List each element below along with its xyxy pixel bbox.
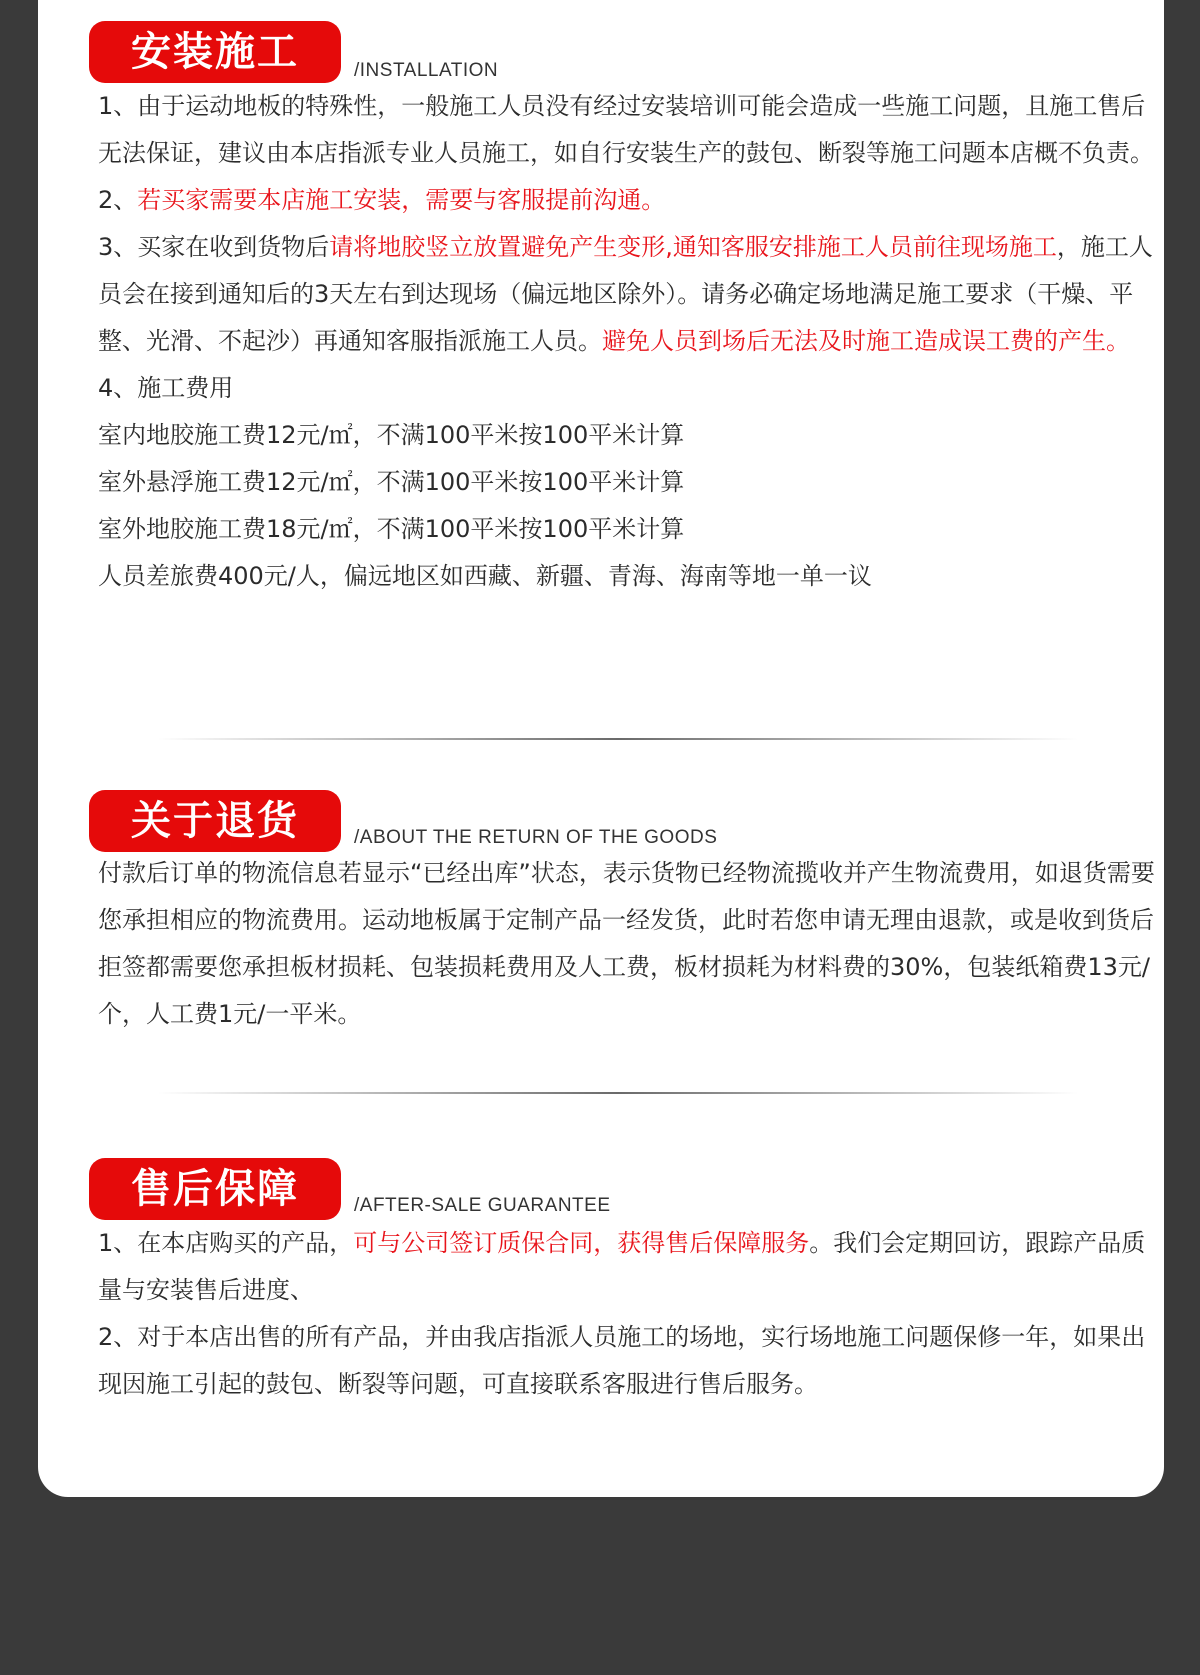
fee-item: 室外悬浮施工费12元/㎡，不满100平米按100平米计算 — [98, 468, 685, 496]
paragraph-2 — [98, 177, 1163, 224]
paragraph-2: 2、对于本店出售的所有产品，并由我店指派人员施工的场地，实行场地施工问题保修一年，如果出现因施工引起的鼓包、断裂等问题，可直接联系客服进行售后服务。 — [98, 1323, 1146, 1398]
section-subtitle: /AFTER-SALE GUARANTEE — [354, 1195, 611, 1216]
paragraph-1-text-b: 。我们会定期回访，跟踪产品质量与安装售后进度、 — [98, 1229, 1146, 1304]
section-divider — [158, 738, 1078, 740]
paragraph-2-highlight: 若买家需要本店施工安装，需要与客服提前沟通。 — [137, 186, 666, 214]
paragraph-3 — [98, 224, 1163, 365]
section-body — [98, 83, 1163, 600]
section-title-badge: 售后保障 — [89, 1158, 341, 1220]
section-subtitle: /INSTALLATION — [354, 60, 499, 81]
paragraph-1-highlight: 可与公司签订质保合同，获得售后保障服务 — [353, 1229, 810, 1257]
fee-item: 室内地胶施工费12元/㎡，不满100平米按100平米计算 — [98, 421, 685, 449]
paragraph-3-highlight-2: 避免人员到场后无法及时施工造成误工费的产生。 — [602, 327, 1130, 355]
section-title-badge: 安装施工 — [89, 21, 341, 83]
section-body — [98, 850, 1163, 1038]
paragraph-2-prefix: 2、 — [98, 186, 138, 214]
content-card — [38, 0, 1164, 1497]
paragraph-1: 1、由于运动地板的特殊性，一般施工人员没有经过安装培训可能会造成一些施工问题，且施工售后无法保证，建议由本店指派专业人员施工，如自行安装生产的鼓包、断裂等施工问题本店概不负责。 — [98, 92, 1154, 167]
paragraph-3-text-b: ，施工人员会在接到通知后的3天左右到达现场（偏远地区除外）。请务必确定场地满足施工要求（干燥、平整、光滑、不起沙）再通知客服指派施工人员。 — [98, 233, 1153, 355]
section-body — [98, 1220, 1163, 1408]
paragraph-1 — [98, 1220, 1163, 1314]
section-title-badge: 关于退货 — [89, 790, 341, 852]
paragraph-4: 4、施工费用 — [98, 374, 234, 402]
section-divider — [158, 1092, 1078, 1094]
paragraph-3-text-a: 3、买家在收到货物后 — [98, 233, 330, 261]
paragraph-1-text-a: 1、在本店购买的产品， — [98, 1229, 354, 1257]
paragraph-1: 付款后订单的物流信息若显示“已经出库”状态，表示货物已经物流揽收并产生物流费用，如退货需要您承担相应的物流费用。运动地板属于定制产品一经发货，此时若您申请无理由退款，或是收到货后拒签都需要您承担板材损耗、包装损耗费用及人工费，板材损耗为材料费的30%，包装纸箱费13元/个，人工费1元/一平米。 — [98, 859, 1155, 1028]
section-subtitle: /ABOUT THE RETURN OF THE GOODS — [354, 827, 718, 848]
paragraph-3-highlight-1: 请将地胶竖立放置避免产生变形,通知客服安排施工人员前往现场施工 — [329, 233, 1057, 261]
fee-item: 室外地胶施工费18元/㎡，不满100平米按100平米计算 — [98, 515, 685, 543]
fee-item: 人员差旅费400元/人，偏远地区如西藏、新疆、青海、海南等地一单一议 — [98, 562, 872, 590]
